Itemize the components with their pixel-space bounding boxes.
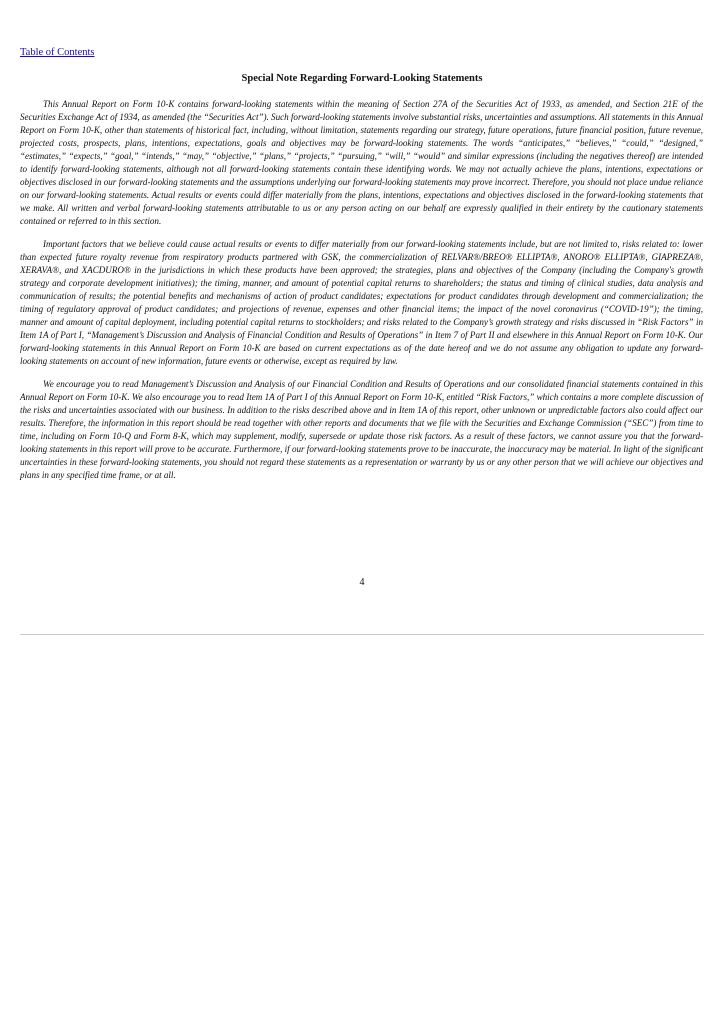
paragraph-intro: This Annual Report on Form 10-K contains forward-looking statements within the meaning of Section 27A of the Securities Act of 1933, as amended, and Section 21E of the Securities Exchange Act of 1934, as amended (the “Securities Act”). Such forward-looking statements involve substantial risks, uncertainties and assumptions. All statements in this Annual Report on Form 10-K, other than statements of historical fact, including, without limitation, statements regarding our strategy, future operations, future financial position, future revenue, projected costs, prospects, plans, intentions, expectations, goals and objectives may be forward-looking statements. The words “anticipates,” “believes,” “could,” “designed,” “estimates,” “expects,” “goal,” “intends,” “may,” “objective,” “plans,” “projects,” “pursuing,” “will,” “would” and similar expressions (including the negatives thereof) are intended to identify forward-looking statements, although not all forward-looking statements contain these identifying words. We may not actually achieve the plans, intentions, expectations or objectives disclosed in our forward-looking statements and the assumptions underlying our forward-looking statements may prove incorrect. Therefore, you should not place undue reliance on our forward-looking statements. Actual results or events could differ materially from the plans, intentions, expectations and objectives disclosed in the forward-looking statements that we make. All written and verbal forward-looking statements attributable to us or any person acting on our behalf are expressly qualified in their entirety by the cautionary statements contained or referred to in this section. <box>20 99 703 226</box>
paragraph-encourage: We encourage you to read Management’s Discussion and Analysis of our Financial Condition and Results of Operations and our consolidated financial statements contained in this Annual Report on Form 10-K. We also encourage you to read Item 1A of Part I of this Annual Report on Form 10-K, entitled “Risk Factors,” which contains a more complete discussion of the risks and uncertainties associated with our business. In addition to the risks described above and in Item 1A of this report, other unknown or unpredictable factors also could affect our results. Therefore, the information in this report should be read together with other reports and documents that we file with the Securities and Exchange Commission (“SEC”) from time to time, including on Form 10-Q and Form 8-K, which may supplement, modify, supersede or update those risk factors. As a result of these factors, we cannot assure you that the forward-looking statements in this report will prove to be accurate. Furthermore, if our forward-looking statements prove to be inaccurate, the inaccuracy may be material. In light of the significant uncertainties in these forward-looking statements, you should not regard these statements as a representation or warranty by us or any other person that we will achieve our objectives and plans in any specified time frame, or at all. <box>20 378 703 480</box>
paragraph-important-factors: Important factors that we believe could cause actual results or events to differ materially from our forward-looking statements include, but are not limited to, risks related to: lower than expected future royalty revenue from respiratory products partnered with GSK, the commercialization of RELVAR®/BREO® ELLIPTA®, ANORO® ELLIPTA®, GIAPREZA®, XERAVA®, and XACDURO® in the jurisdictions in which these products have been approved; the strategies, plans and objectives of the Company (including the Company's growth strategy and corporate development initiatives); the timing, manner, and amount of potential capital returns to shareholders; the status and timing of clinical studies, data analysis and communication of results; the potential benefits and mechanisms of action of product candidates; expectations for product candidates through development and commercialization; the timing of regulatory approval of product candidates; and projections of revenue, expenses and other financial items; the impact of the novel coronavirus (“COVID-19”); the timing, manner and amount of capital deployment, including potential capital returns to stockholders; and risks related to the Company’s growth strategy and risks discussed in “Risk Factors” in Item 1A of Part I, “Management’s Discussion and Analysis of Financial Condition and Results of Operations” in Item 7 of Part II and elsewhere in this Annual Report on Form 10-K. Our forward-looking statements in this Annual Report on Form 10-K are based on current expectations as of the date hereof and we do not assume any obligation to update any forward-looking statements on account of new information, future events or otherwise, except as required by law. <box>20 238 703 366</box>
document-body <box>20 98 703 492</box>
page-divider <box>20 634 704 635</box>
table-of-contents-link[interactable]: Table of Contents <box>20 47 95 58</box>
page-number: 4 <box>359 577 365 588</box>
section-title: Special Note Regarding Forward-Looking Statements <box>241 73 483 84</box>
